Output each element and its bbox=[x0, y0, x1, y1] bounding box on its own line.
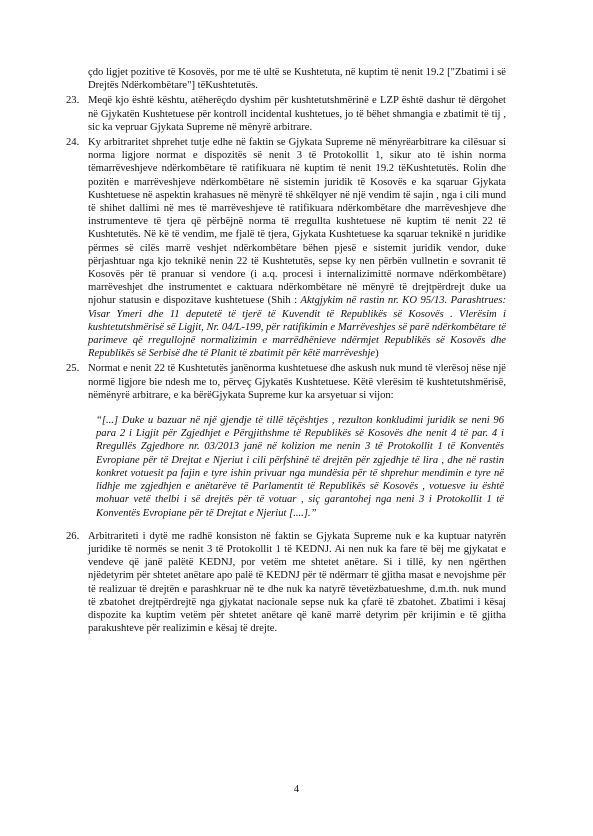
citation-italic: Aktgjykim në rastin nr. KO 95/13. Parashtrues: Visar Ymeri dhe 11 deputetë të tjerë të Kuvendit të Republikës së Kosovës . Vlerësim i kushtetutshmërisë së Ligjit, Nr. 04/L-199, për ratifikimin e Marrëveshjes së parë ndërkombëtare të parimeve që rregullojnë normalizimin e marrëdhënieve ndërmjet Republikës së Kosovës dhe Republikës së Serbisë dhe të Planit të zbatimit për këtë marrëveshje bbox=[88, 295, 506, 360]
paragraph-text: Meqë kjo është kështu, atëherëçdo dyshim për kushtetutshmërinë e LZP është dashur të dërgohet në Gjykatën Kushtetuese për kontroll incidental kushtetues, jo të bëhet shmangia e zbatimit të tij , sic ka vepruar Gjykata Supreme në mënyrë arbitrare. bbox=[88, 95, 506, 133]
block-quote bbox=[92, 414, 506, 520]
intro-paragraph bbox=[88, 66, 506, 92]
intro-text: çdo ligjet pozitive të Kosovës, por me të ultë se Kushtetuta, në kuptim të nenit 19.2 ["Zbatimi i së Drejtës Ndërkombëtare"] tëKushtetutës. bbox=[88, 67, 506, 92]
quote-text: “[...] Duke u bazuar në një gjendje të tillë tëçështjes , rezulton konkludimi juridik se neni 96 para 2 i Ligjit për Zgjedhjet e Përgjithshme të Republikës së Kosovës dhe nenit 4 të par. 4 i Rregullës Zgjedhore nr. 03/2013 janë në kolizion me nenin 3 të Protokollit 1 të Konventës Evropiane për të Drejtat e Njeriut i cili përfshinë të drejtën për zgjedhje të lira , dhe në rastin konkret votuesit pa fajin e tyre ishin privuar nga mundësia për të shprehur mendimin e tyre në lidhje me zgjedhjen e anëtarëve të Parlamentit të Republikës së Kosovës , votuesve iu është mohuar vetë thelbi i së drejtës për të votuar , siç garantohej nga neni 3 i Protokollit 1 të Konventës Evropiane për të Drejtat e Njeriut [....].” bbox=[96, 415, 504, 519]
paragraph-text: Arbitrariteti i dytë me radhë konsiston në faktin se Gjykata Supreme nuk e ka kuptuar natyrën juridike të normës se nenit 3 të Protokollit 1 të KEDNJ. Ai nen nuk ka fare të bëj me gjykatat e vendeve që janë palëtë KEDNJ, por vetëm me shtetet anëtare. Si i tillë, ky nen ngërthen njëdetyrim për shtetet anëtare apo palë të KEDNJ për të ndërmarr të gjitha masat e nevojshme për të realizuar të drejtën e parashkruar në te dhe nuk ka natyrë tëvetëzbatueshme, d.m.th. nuk mund të zbatohet drejtpërdrejtë nga gjykatat nacionale sepse nuk ka çfarë të zbatohet. Zbatimi i kësaj dispozite ka kuptim vetëm për shtetet anëtare që kanë marrë detyrim për krijimin e të gjitha parakushteve për realizimin e kësaj të drejte. bbox=[88, 530, 506, 635]
paragraph-23 bbox=[66, 94, 506, 134]
paragraph-text: Ky arbitraritet shprehet tutje edhe në faktin se Gjykata Supreme në mënyrëarbitrare ka cilësuar si norma ligjore normat e dispozitës së nenit 3 të Protokollit 1, sikur ato të ishin norma tëmarrëveshjeve ndërkombëtare të ratifikuara në kuptim të nenit 19.2 tëKushtetutës. Rolin dhe pozitën e marrëveshjeve ndërkombëtare në sistemin juridik të Kosovës e ka sqaruar Gjykata Kushtetuese në aspektin krahasues në mënyrë të shkëlqyer në një vendim të sajin , nga i cili mund të shihet dallimi në mes të marrëveshjeve të ratifikuara ndërkombëtare dhe marrëveshjeve dhe instrumenteve të tjera që përbëjnë norma të rregullta kushtetuese në kuptim të nenit 22 të Kushtetutës. Në kë të vendim, me fjalë të tjera, Gjykata Kushtetuese ka sqaruar teknikë n juridike përmes së cilës marrë veshjet ndërkombëtare bëhen pjesë e sistemit juridik vendor, duke përjashtuar nga kjo teknikë nenin 22 të Kushtetutës, sepse ky nen përbën vullnetin e sovranit të Kosovës për të pranuar si vendore (i a.q. procesi i internalizimittë normave ndërkombëtare) marrëveshjet dhe instrumentet e caktuara ndërkombëtare në mënyrë të drejtpërdrejt duke ua njohur statusin e dispozitave kushtetuese (Shih : bbox=[88, 137, 506, 307]
paragraph-number: 23. bbox=[66, 95, 80, 107]
citation-close: ) bbox=[375, 348, 379, 360]
paragraph-25 bbox=[66, 362, 506, 402]
paragraph-number: 25. bbox=[66, 363, 80, 375]
paragraph-text: Normat e nenit 22 të Kushtetutës janënorma kushtetuese dhe askush nuk mund të vlerësoj nëse një normë ligjore bie ndesh me to, përveç Gjykatës Kushtetuese. Këtë vlerësim të kushtetutshmërisë, nëmënyrë arbitrare, e ka bërëGjykata Supreme kur ka arsyetuar si vijon: bbox=[88, 363, 506, 401]
page-number: 4 bbox=[293, 784, 300, 795]
document-body bbox=[66, 66, 506, 637]
paragraph-24 bbox=[66, 136, 506, 360]
paragraph-number: 24. bbox=[66, 137, 80, 149]
paragraph-26 bbox=[66, 530, 506, 636]
paragraph-number: 26. bbox=[66, 530, 80, 542]
